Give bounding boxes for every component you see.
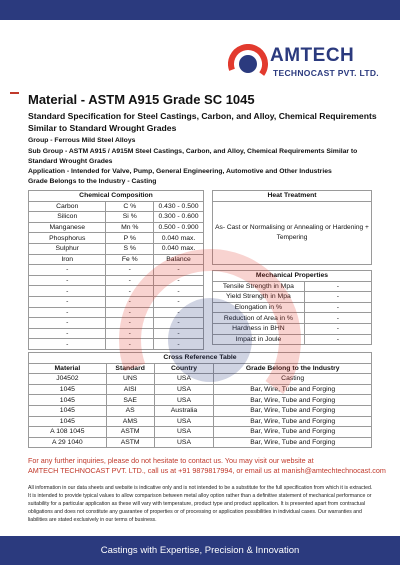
- footer-tagline: Castings with Expertise, Precision & Innovation: [100, 545, 300, 556]
- chem-symbol-cell: -: [106, 286, 154, 297]
- chem-symbol-cell: -: [106, 296, 154, 307]
- chem-range-cell: -: [154, 275, 204, 286]
- chem-row: [29, 233, 204, 244]
- chem-symbol-cell: -: [106, 275, 154, 286]
- chemical-composition-header: Chemical Composition: [29, 191, 204, 202]
- chem-row: [29, 243, 204, 254]
- column-header: Country: [154, 363, 214, 374]
- cross-reference-header: Cross Reference Table: [29, 353, 372, 364]
- chem-range-cell: 0.500 - 0.900: [154, 222, 204, 233]
- mechanical-properties-table: [212, 270, 372, 345]
- chem-element-cell: Manganese: [29, 222, 106, 233]
- xref-row: [29, 395, 372, 406]
- xref-row: [29, 374, 372, 385]
- chem-element-cell: Iron: [29, 254, 106, 265]
- page-subtitle: Standard Specification for Steel Castings, Carbon, and Alloy, Chemical Requirements Similar to Standard Wrought Grades: [28, 111, 377, 133]
- chem-symbol-cell: P %: [106, 233, 154, 244]
- xref-row: [29, 416, 372, 427]
- xref-industry-cell: Bar, Wire, Tube and Forging: [214, 427, 372, 438]
- xref-country-cell: USA: [154, 384, 214, 395]
- logo-subtitle: TECHNOCAST PVT. LTD.: [273, 68, 379, 78]
- inquiry-text: [28, 456, 388, 476]
- chem-element-cell: -: [29, 265, 106, 276]
- mech-row: [213, 313, 372, 324]
- mech-value-cell: -: [304, 292, 371, 303]
- disclaimer-text: All information in our data sheets and website is indicative only and is not intended to be a substitute for the full specification from which it is extracted. It is intended to provide typical values to allow comparison between metal alloy option rather than a definitive statement of mechanical performance or suitability for a particular application as these will vary with temperature, product type and product application. It is presented apart from contractual obligations and does not constitute any guarantee of properties or of processing or application possibilities in individual cases. Our warranties and liabilities are stated exclusively in our terms of business.: [28, 485, 373, 523]
- xref-standard-cell: AS: [106, 405, 154, 416]
- chem-symbol-cell: Mn %: [106, 222, 154, 233]
- heat-treatment-header: Heat Treatment: [213, 191, 372, 202]
- application-line: Application - Intended for Valve, Pump, General Engineering, Automotive and Other Industries: [28, 168, 332, 175]
- xref-country-cell: USA: [154, 395, 214, 406]
- logo-name: AMTECH: [270, 45, 355, 66]
- top-banner: [0, 0, 400, 20]
- chem-symbol-cell: -: [106, 328, 154, 339]
- xref-standard-cell: AMS: [106, 416, 154, 427]
- cross-reference-column-headers: [29, 363, 372, 374]
- chem-symbol-cell: -: [106, 339, 154, 350]
- mech-property-cell: Impact in Joule: [213, 334, 305, 345]
- chem-row: [29, 339, 204, 350]
- chem-range-cell: -: [154, 286, 204, 297]
- chem-symbol-cell: S %: [106, 243, 154, 254]
- xref-standard-cell: UNS: [106, 374, 154, 385]
- mech-row: [213, 334, 372, 345]
- cross-reference-table: [28, 352, 372, 448]
- xref-material-cell: A 29 1040: [29, 437, 107, 448]
- xref-country-cell: USA: [154, 374, 214, 385]
- chem-symbol-cell: -: [106, 265, 154, 276]
- subgroup-line: Sub Group - ASTM A915 / A915M Steel Castings, Carbon, and Alloy, Chemical Requirements Similar to Standard Wrought Grades: [28, 148, 358, 165]
- chem-row: [29, 265, 204, 276]
- chemical-composition-table: [28, 190, 204, 350]
- chem-range-cell: 0.430 - 0.500: [154, 201, 204, 212]
- chem-symbol-cell: -: [106, 307, 154, 318]
- chem-row: [29, 275, 204, 286]
- chem-symbol-cell: -: [106, 318, 154, 329]
- chem-row: [29, 201, 204, 212]
- chem-element-cell: Phosphorus: [29, 233, 106, 244]
- mech-value-cell: -: [304, 334, 371, 345]
- chem-row: [29, 296, 204, 307]
- industry-line: Grade Belongs to the Industry - Casting: [28, 178, 157, 185]
- mech-value-cell: -: [304, 302, 371, 313]
- xref-industry-cell: Bar, Wire, Tube and Forging: [214, 405, 372, 416]
- chem-element-cell: Silicon: [29, 212, 106, 223]
- mech-property-cell: Tensile Strength in Mpa: [213, 281, 305, 292]
- chem-symbol-cell: Si %: [106, 212, 154, 223]
- xref-standard-cell: SAE: [106, 395, 154, 406]
- logo-mark-icon: [228, 44, 268, 84]
- xref-row: [29, 384, 372, 395]
- mech-property-cell: Elongation in %: [213, 302, 305, 313]
- xref-standard-cell: ASTM: [106, 427, 154, 438]
- chem-range-cell: 0.040 max.: [154, 233, 204, 244]
- chem-row: [29, 328, 204, 339]
- xref-material-cell: 1045: [29, 384, 107, 395]
- group-line: Group - Ferrous Mild Steel Alloys: [28, 137, 136, 144]
- mech-row: [213, 302, 372, 313]
- mech-row: [213, 281, 372, 292]
- chem-element-cell: Sulphur: [29, 243, 106, 254]
- xref-row: [29, 405, 372, 416]
- mech-property-cell: Hardness in BHN: [213, 323, 305, 334]
- inquiry-line-2[interactable]: AMTECH TECHNOCAST PVT. LTD., call us at +91 9879817994, or email us at manish@amtechtechnocast.com: [28, 466, 386, 475]
- xref-row: [29, 437, 372, 448]
- chem-row: [29, 254, 204, 265]
- page-title: Material - ASTM A915 Grade SC 1045: [28, 92, 255, 107]
- xref-industry-cell: Bar, Wire, Tube and Forging: [214, 416, 372, 427]
- chem-element-cell: -: [29, 286, 106, 297]
- chem-element-cell: -: [29, 296, 106, 307]
- xref-standard-cell: ASTM: [106, 437, 154, 448]
- mechanical-properties-header: Mechanical Properties: [213, 271, 372, 282]
- inquiry-line-1: For any further inquiries, please do not hesitate to contact us. You may visit our website at: [28, 456, 314, 465]
- xref-industry-cell: Casting: [214, 374, 372, 385]
- chem-range-cell: -: [154, 339, 204, 350]
- mech-row: [213, 292, 372, 303]
- chem-row: [29, 318, 204, 329]
- mech-row: [213, 323, 372, 334]
- xref-material-cell: 1045: [29, 395, 107, 406]
- heat-treatment-text: As- Cast or Normalising or Annealing or Hardening + Tempering: [213, 201, 372, 265]
- red-dash-divider: [10, 92, 19, 94]
- column-header: Grade Belong to the Industry: [214, 363, 372, 374]
- chem-element-cell: -: [29, 328, 106, 339]
- heat-treatment-table: [212, 190, 372, 265]
- mech-value-cell: -: [304, 323, 371, 334]
- xref-country-cell: USA: [154, 416, 214, 427]
- chem-element-cell: -: [29, 307, 106, 318]
- chem-row: [29, 307, 204, 318]
- chem-range-cell: -: [154, 265, 204, 276]
- xref-material-cell: 1045: [29, 405, 107, 416]
- xref-country-cell: Australia: [154, 405, 214, 416]
- chem-symbol-cell: C %: [106, 201, 154, 212]
- chem-range-cell: 0.040 max.: [154, 243, 204, 254]
- xref-row: [29, 427, 372, 438]
- chem-row: [29, 222, 204, 233]
- chem-range-cell: -: [154, 318, 204, 329]
- xref-industry-cell: Bar, Wire, Tube and Forging: [214, 437, 372, 448]
- chem-range-cell: Balance: [154, 254, 204, 265]
- chem-element-cell: -: [29, 339, 106, 350]
- chem-row: [29, 212, 204, 223]
- chem-range-cell: -: [154, 328, 204, 339]
- mech-property-cell: Yield Strength in Mpa: [213, 292, 305, 303]
- chem-element-cell: Carbon: [29, 201, 106, 212]
- footer-banner: [0, 536, 400, 565]
- chem-range-cell: -: [154, 307, 204, 318]
- chem-element-cell: -: [29, 318, 106, 329]
- mech-value-cell: -: [304, 281, 371, 292]
- xref-country-cell: USA: [154, 437, 214, 448]
- xref-material-cell: A 108 1045: [29, 427, 107, 438]
- xref-material-cell: J04502: [29, 374, 107, 385]
- chem-range-cell: 0.300 - 0.600: [154, 212, 204, 223]
- xref-standard-cell: AISI: [106, 384, 154, 395]
- xref-country-cell: USA: [154, 427, 214, 438]
- xref-industry-cell: Bar, Wire, Tube and Forging: [214, 395, 372, 406]
- chem-symbol-cell: Fe %: [106, 254, 154, 265]
- column-header: Standard: [106, 363, 154, 374]
- chem-element-cell: -: [29, 275, 106, 286]
- column-header: Material: [29, 363, 107, 374]
- chem-row: [29, 286, 204, 297]
- company-logo: [228, 44, 388, 86]
- xref-industry-cell: Bar, Wire, Tube and Forging: [214, 384, 372, 395]
- mech-value-cell: -: [304, 313, 371, 324]
- mech-property-cell: Reduction of Area in %: [213, 313, 305, 324]
- xref-material-cell: 1045: [29, 416, 107, 427]
- chem-range-cell: -: [154, 296, 204, 307]
